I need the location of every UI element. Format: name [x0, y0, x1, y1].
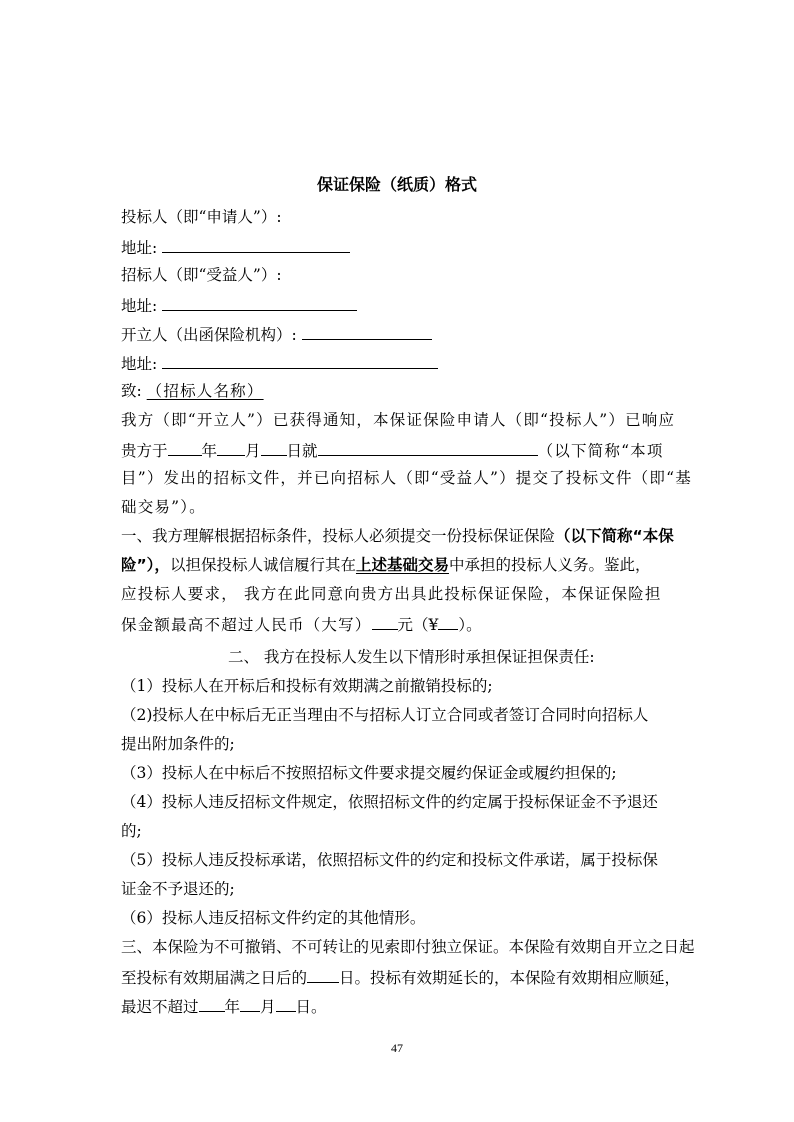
section1-text: 以担保投标人诚信履行其在 [169, 556, 356, 574]
document-title: 保证保险（纸质）格式 [316, 175, 477, 194]
tenderer-name-placeholder: （招标人名称） [146, 382, 264, 400]
amount-number-blank [438, 613, 458, 630]
latest-month-blank [240, 995, 260, 1012]
tenderer-label: 招标人（即“受益人”）: [121, 266, 282, 284]
section3-line-2 [121, 966, 680, 988]
issuer-address-line [121, 352, 438, 374]
section2-item-2: （2)投标人在中标后无正当理由不与招标人订立合同或者签订合同时向招标人 [121, 706, 649, 724]
bidder-address-blank [162, 236, 350, 253]
issuer-label: 开立人（出函保险机构）: [121, 326, 297, 344]
bidder-address-label: 地址: [121, 239, 158, 257]
days-blank [307, 966, 339, 983]
section2-item-5-cont: 证金不予退还的; [121, 880, 235, 898]
base-transaction-emphasis: 上述基础交易 [355, 556, 449, 574]
section1-text: 一、我方理解根据招标条件，投标人必须提交一份投标保证保险 [121, 527, 556, 545]
issuer-blank [302, 323, 432, 340]
month-blank [217, 439, 245, 456]
issuer-line [121, 323, 432, 345]
intro-line-4: 础交易”）。 [121, 498, 206, 516]
amount-currency-label: 元（¥ [397, 616, 439, 634]
section1-line-1 [121, 526, 674, 546]
section3-text: 日。投标有效期延长的，本保险有效期相应顺延， [339, 969, 681, 987]
project-name-blank [318, 439, 538, 456]
section1-text: 保金额最高不超过人民币（大写） [121, 616, 372, 634]
day-blank [261, 439, 287, 456]
amount-words-blank [372, 613, 398, 630]
section3-text: 至投标有效期届满之日后的 [121, 969, 308, 987]
section3-line-1: 三、本保险为不可撤销、不可转让的见索即付独立保证。本保险有效期自开立之日起 [121, 938, 695, 956]
year-label: 年 [224, 998, 241, 1016]
day-label: 日就 [286, 442, 318, 460]
month-label: 月 [260, 998, 276, 1016]
intro-line-1: 我方（即“开立人”）已获得通知，本保证保险申请人（即“投标人”）已响应 [121, 411, 676, 429]
bidder-label: 投标人（即“申请人”）: [121, 208, 282, 226]
tenderer-address-blank [162, 294, 357, 311]
intro-text: 贵方于 [121, 442, 168, 460]
year-blank [168, 439, 202, 456]
year-label: 年 [201, 442, 218, 460]
tenderer-address-line [121, 294, 357, 316]
latest-day-blank [276, 995, 296, 1012]
section2-item-2-cont: 提出附加条件的; [121, 735, 235, 753]
bidder-address-line [121, 236, 350, 258]
section1-text: ）。 [458, 616, 482, 634]
month-label: 月 [245, 442, 261, 460]
section1-line-2 [121, 555, 650, 575]
issuer-address-blank [162, 352, 438, 369]
page-number: 47 [391, 1041, 403, 1055]
section1-bold-text: 险”）， [121, 556, 170, 574]
day-label: 日。 [295, 998, 327, 1016]
section1-text: 中承担的投标人义务。鉴此， [448, 556, 651, 574]
section2-item-4-cont: 的; [121, 822, 142, 840]
section2-item-1: （1）投标人在开标后和投标有效期满之前撤销投标的; [121, 677, 493, 695]
to-label: 致: [121, 382, 142, 400]
bidder-line [121, 207, 282, 227]
section1-bold-text: （以下简称“本保 [555, 527, 674, 545]
section3-line-3 [121, 995, 327, 1017]
to-line [121, 381, 264, 401]
section2-item-5: （5）投标人违反投标承诺，依照招标文件的约定和投标文件承诺，属于投标保 [121, 851, 658, 869]
section2-heading: 二、 我方在投标人发生以下情形时承担保证担保责任: [228, 648, 595, 666]
section2-item-6: （6）投标人违反招标文件约定的其他情形。 [121, 909, 426, 927]
section1-line-4 [121, 613, 482, 635]
intro-line-2 [121, 439, 664, 461]
intro-line-3: 目”）发出的招标文件，并已向招标人（即“受益人”）提交了投标文件（即“基 [121, 469, 692, 487]
tenderer-line [121, 265, 282, 285]
section3-text: 最迟不超过 [121, 998, 199, 1016]
issuer-address-label: 地址: [121, 355, 158, 373]
section1-line-3: 应投标人要求， 我方在此同意向贵方出具此投标保证保险，本保证保险担 [121, 585, 662, 603]
tenderer-address-label: 地址: [121, 297, 158, 315]
latest-year-blank [199, 995, 225, 1012]
section2-item-4: （4）投标人违反招标文件规定，依照招标文件的约定属于投标保证金不予退还 [121, 793, 658, 811]
section2-item-3: （3）投标人在中标后不按照招标文件要求提交履约保证金或履约担保的; [121, 764, 617, 782]
intro-text: （以下简称“本项 [537, 442, 664, 460]
